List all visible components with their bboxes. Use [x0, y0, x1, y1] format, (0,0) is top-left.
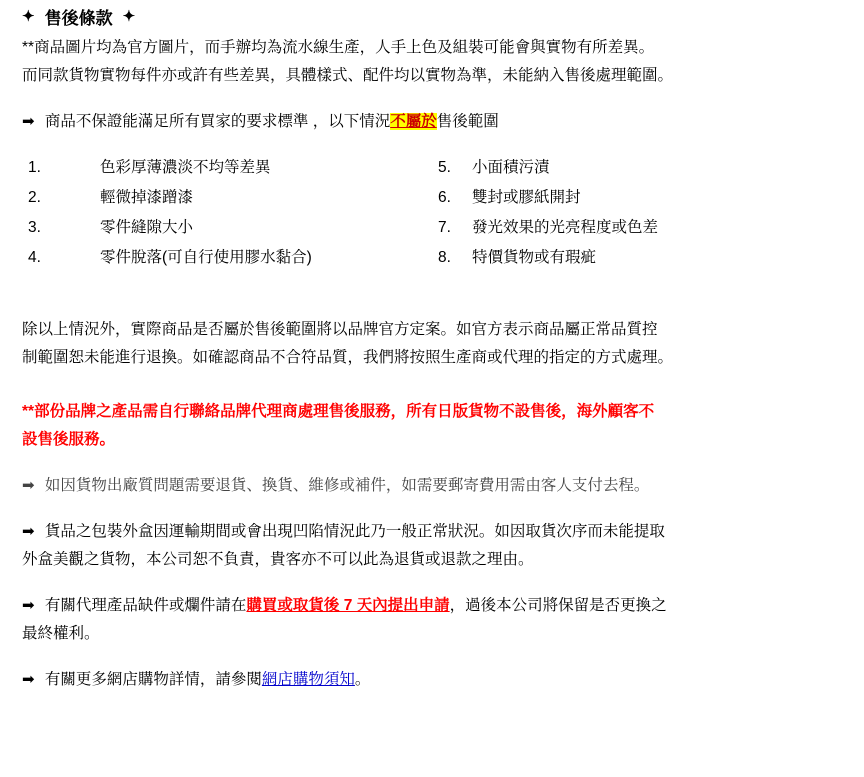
aftersales-terms-document [0, 4, 864, 777]
list-item-number: 7. [438, 219, 451, 236]
more-info-text-before: 有關更多網店購物詳情，請參閱 [44, 671, 262, 688]
guarantee-text-after: 售後範圍 [436, 113, 499, 130]
spacer [0, 137, 864, 147]
arrow-icon: ➡ [22, 477, 35, 494]
list-item-label: 特價貨物或有瑕疵 [472, 249, 597, 266]
arrow-icon: ➡ [22, 597, 35, 614]
parts-bullet-line-2: 最終權利。 [22, 625, 100, 642]
parts-bullet-text-before: 有關代理產品缺件或爛件請在 [44, 597, 247, 614]
shipping-bullet [0, 473, 864, 499]
agent-notice-line-2: 設售後服務。 [22, 431, 116, 448]
parts-bullet-line-1 [0, 593, 864, 619]
arrow-icon: ➡ [22, 671, 35, 688]
page-title-text: 售後條款 [44, 9, 113, 28]
guarantee-text-before: 商品不保證能滿足所有買家的要求標準 ，以下情況 [44, 113, 391, 130]
shipping-bullet-text: 如因貨物出廠質問題需要退貨、換貨、維修或補件，如需要郵寄費用需由客人支付去程。 [44, 477, 650, 494]
list-item [28, 243, 438, 273]
spacer [0, 575, 864, 593]
parts-bullet-emphasis: 購買或取貨後 7 天內提出申請 [246, 597, 450, 614]
list-item [438, 213, 838, 243]
exclusion-list [0, 153, 864, 273]
intro-line-1: **商品圖片均為官方圖片，而手辦均為流水線生產，人手上色及組裝可能會與實物有所差異。 [22, 39, 655, 56]
spacer [0, 373, 864, 399]
arrow-icon: ➡ [22, 523, 35, 540]
list-item-number: 2. [28, 189, 41, 206]
list-item-number: 3. [28, 219, 41, 236]
list-item-number: 4. [28, 249, 41, 266]
list-item-number: 6. [438, 189, 451, 206]
list-item-label: 小面積污漬 [472, 159, 550, 176]
parts-bullet-text-after: ，過後本公司將保留是否更換之 [449, 597, 667, 614]
list-item [28, 213, 438, 243]
list-item-label: 零件脫落(可自行使用膠水黏合) [100, 249, 312, 266]
list-item-label: 色彩厚薄濃淡不均等差異 [100, 159, 271, 176]
list-item-label: 零件縫隙大小 [100, 219, 194, 236]
page-title [22, 4, 864, 29]
policy-line-2: 制範圍恕未能進行退換。如確認商品不合符品質，我們將按照生產商或代理的指定的方式處理。 [22, 349, 674, 366]
spacer [0, 501, 864, 519]
diamond-icon: ✦ [122, 8, 136, 25]
more-info-bullet [0, 667, 864, 693]
packaging-bullet-line-2: 外盒美觀之貨物，本公司恕不負責，貴客亦不可以此為退貨或退款之理由。 [22, 551, 534, 568]
list-item [438, 243, 838, 273]
arrow-icon: ➡ [22, 113, 35, 130]
spacer [0, 91, 864, 109]
diamond-icon: ✦ [22, 8, 35, 25]
list-item-label: 雙封或膠紙開封 [472, 189, 581, 206]
packaging-bullet-line-1 [0, 519, 864, 545]
agent-notice-line-1: **部份品牌之產品需自行聯絡品牌代理商處理售後服務，所有日版貨物不設售後，海外顧客不 [22, 403, 655, 420]
exclusion-list-left-column [28, 153, 438, 273]
list-item [438, 183, 838, 213]
spacer [0, 455, 864, 473]
packaging-bullet-text-1: 貨品之包裝外盒因運輸期間或會出現凹陷情況此乃一般正常狀況。如因取貨次序而未能提取 [44, 523, 665, 540]
intro-line-2: 而同款貨物實物每件亦或許有些差異，具體樣式、配件均以實物為準，未能納入售後處理範圍。 [22, 67, 674, 84]
list-item-number: 1. [28, 159, 41, 176]
guarantee-paragraph [0, 109, 864, 135]
list-item-label: 發光效果的光亮程度或色差 [472, 219, 659, 236]
shop-guide-link[interactable]: 網店購物須知 [261, 671, 355, 688]
spacer [0, 649, 864, 667]
list-item [28, 183, 438, 213]
spacer [0, 299, 864, 317]
list-item-number: 5. [438, 159, 451, 176]
list-item-label: 輕微掉漆蹭漆 [100, 189, 194, 206]
guarantee-highlight: 不屬於 [390, 113, 437, 130]
list-item [28, 153, 438, 183]
exclusion-list-right-column [438, 153, 838, 273]
list-item-number: 8. [438, 249, 451, 266]
policy-line-1: 除以上情況外，實際商品是否屬於售後範圍將以品牌官方定案。如官方表示商品屬正常品質控 [22, 321, 658, 338]
spacer [0, 273, 864, 299]
more-info-text-after: 。 [354, 671, 371, 688]
list-item [438, 153, 838, 183]
